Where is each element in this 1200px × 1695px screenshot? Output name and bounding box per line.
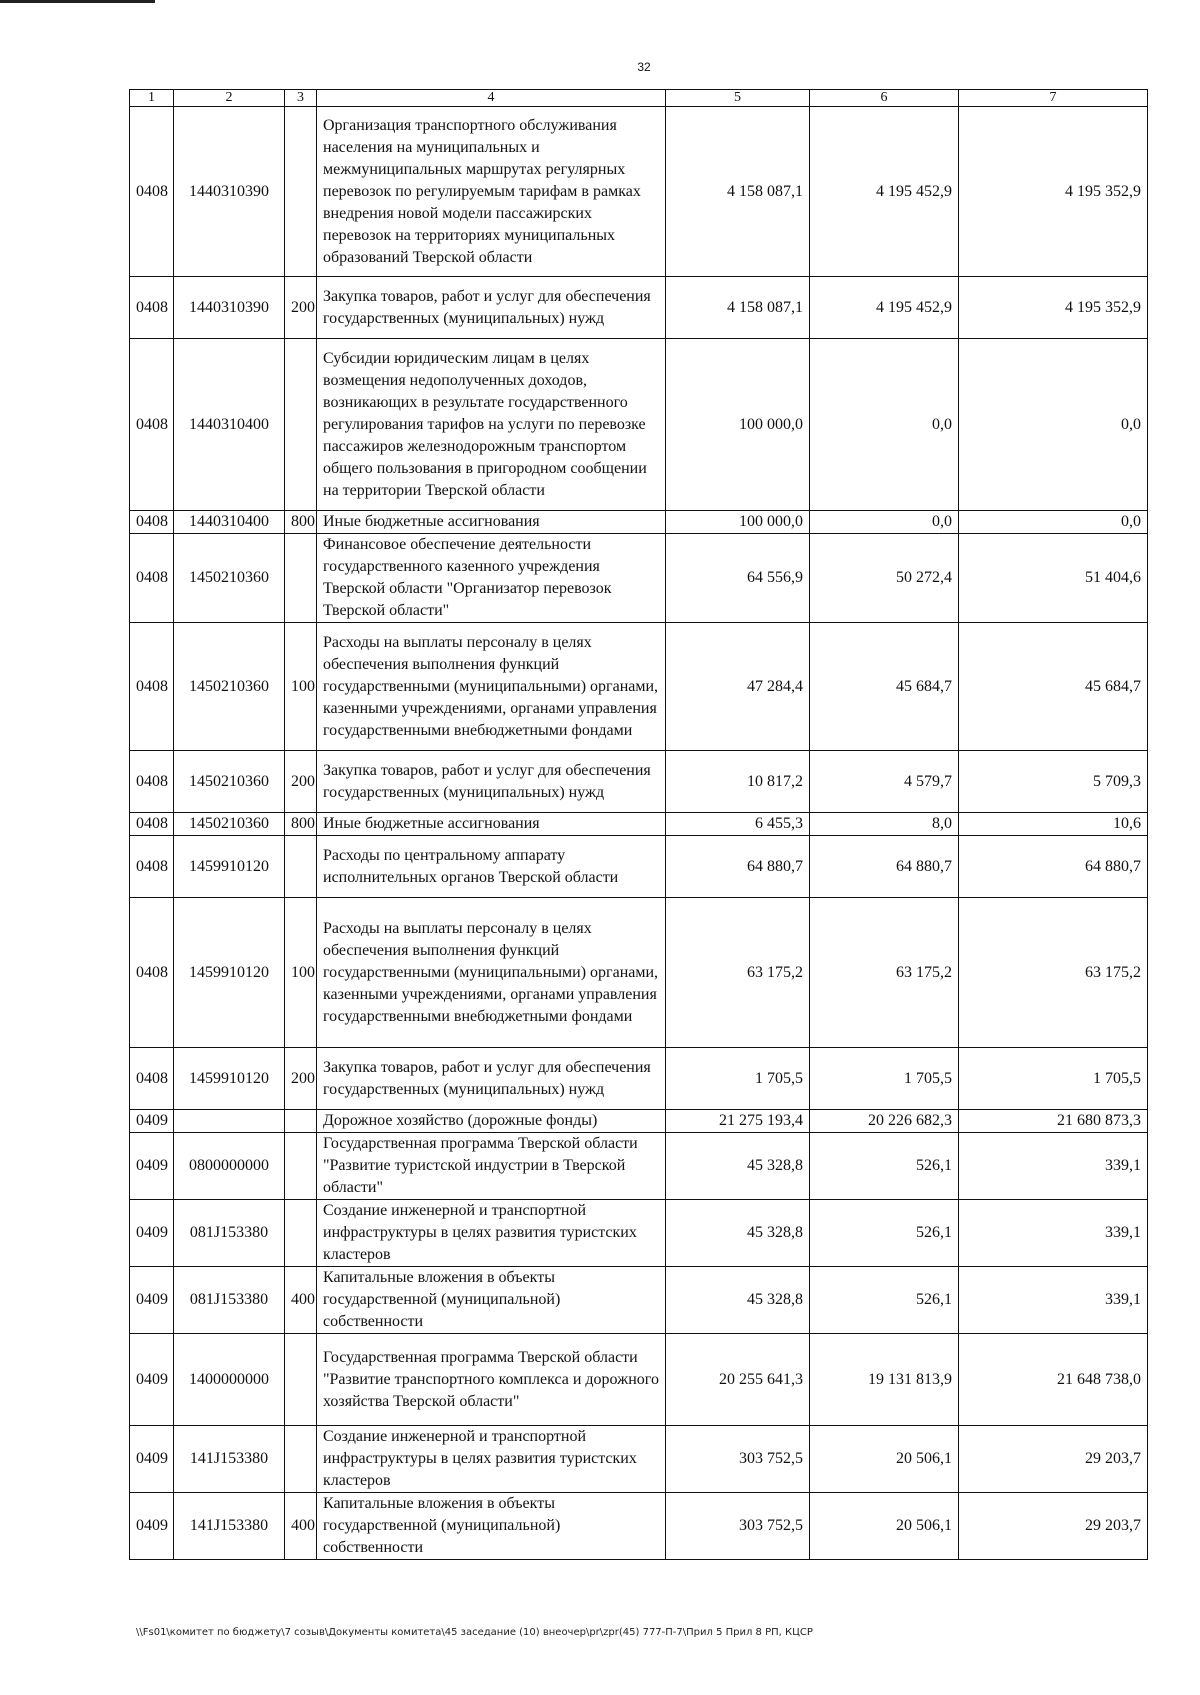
amount-year-3-cell: 4 195 352,9 [959,107,1148,277]
amount-year-3-cell: 339,1 [959,1200,1148,1267]
target-code-cell: 1459910120 [174,898,285,1048]
target-code-cell: 141J153380 [174,1426,285,1493]
section-code-cell: 0408 [130,277,174,339]
table-row [130,107,1148,277]
table-row [130,1334,1148,1426]
expense-type-cell: 200 [285,277,317,339]
description-cell: Расходы на выплаты персоналу в целях обеспечения выполнения функций государственными (муниципальными) органами, казенными учреждениями, органами управления государственными внебюджетными фондами [317,623,666,751]
section-code-cell: 0408 [130,623,174,751]
target-code-cell: 081J153380 [174,1267,285,1334]
amount-year-1-cell: 64 880,7 [666,836,810,898]
table-row [130,1493,1148,1560]
budget-table [129,89,1148,1560]
table-row [130,751,1148,813]
section-code-cell: 0408 [130,751,174,813]
expense-type-cell [285,1133,317,1200]
target-code-cell: 1459910120 [174,836,285,898]
table-row [130,1200,1148,1267]
section-code-cell: 0409 [130,1110,174,1133]
target-code-cell: 1450210360 [174,751,285,813]
section-code-cell: 0408 [130,534,174,623]
expense-type-cell [285,107,317,277]
amount-year-3-cell: 339,1 [959,1267,1148,1334]
section-code-cell: 0409 [130,1133,174,1200]
amount-year-2-cell: 63 175,2 [810,898,959,1048]
amount-year-3-cell: 21 648 738,0 [959,1334,1148,1426]
target-code-cell: 0800000000 [174,1133,285,1200]
expense-type-cell [285,1200,317,1267]
amount-year-1-cell: 45 328,8 [666,1133,810,1200]
description-cell: Закупка товаров, работ и услуг для обеспечения государственных (муниципальных) нужд [317,277,666,339]
amount-year-1-cell: 45 328,8 [666,1200,810,1267]
amount-year-3-cell: 21 680 873,3 [959,1110,1148,1133]
amount-year-2-cell: 526,1 [810,1200,959,1267]
column-header: 3 [285,90,317,107]
expense-type-cell: 800 [285,511,317,534]
expense-type-cell: 100 [285,623,317,751]
amount-year-1-cell: 303 752,5 [666,1426,810,1493]
amount-year-2-cell: 8,0 [810,813,959,836]
amount-year-1-cell: 100 000,0 [666,339,810,511]
expense-type-cell: 800 [285,813,317,836]
expense-type-cell [285,339,317,511]
amount-year-3-cell: 63 175,2 [959,898,1148,1048]
description-cell: Капитальные вложения в объекты государственной (муниципальной) собственности [317,1267,666,1334]
section-code-cell: 0409 [130,1200,174,1267]
footer-file-path: \\Fs01\комитет по бюджету\7 созыв\Документы комитета\45 заседание (10) внеочер\pr\zpr(45) 777-П-7\Прил 5 Прил 8 РП, КЦСР [136,1627,813,1638]
amount-year-1-cell: 21 275 193,4 [666,1110,810,1133]
table-row [130,1048,1148,1110]
description-cell: Дорожное хозяйство (дорожные фонды) [317,1110,666,1133]
amount-year-2-cell: 1 705,5 [810,1048,959,1110]
description-cell: Расходы на выплаты персоналу в целях обеспечения выполнения функций государственными (муниципальными) органами, казенными учреждениями, органами управления государственными внебюджетными фондами [317,898,666,1048]
description-cell: Государственная программа Тверской области "Развитие туристской индустрии в Тверской области" [317,1133,666,1200]
table-header-row [130,90,1148,107]
amount-year-1-cell: 1 705,5 [666,1048,810,1110]
expense-type-cell [285,836,317,898]
table-row [130,511,1148,534]
column-header: 5 [666,90,810,107]
amount-year-2-cell: 20 506,1 [810,1493,959,1560]
target-code-cell: 1450210360 [174,813,285,836]
section-code-cell: 0408 [130,1048,174,1110]
amount-year-2-cell: 50 272,4 [810,534,959,623]
expense-type-cell: 100 [285,898,317,1048]
target-code-cell: 1400000000 [174,1334,285,1426]
amount-year-1-cell: 45 328,8 [666,1267,810,1334]
table-row [130,339,1148,511]
table-row [130,534,1148,623]
target-code-cell [174,1110,285,1133]
table-row [130,1110,1148,1133]
description-cell: Организация транспортного обслуживания населения на муниципальных и межмуниципальных маршрутах регулярных перевозок по регулируемым тарифам в рамках внедрения новой модели пассажирских перевозок на территориях муниципальных образований Тверской области [317,107,666,277]
expense-type-cell: 200 [285,1048,317,1110]
table-row [130,1133,1148,1200]
section-code-cell: 0408 [130,107,174,277]
amount-year-1-cell: 10 817,2 [666,751,810,813]
amount-year-3-cell: 0,0 [959,511,1148,534]
amount-year-2-cell: 64 880,7 [810,836,959,898]
target-code-cell: 1440310400 [174,339,285,511]
description-cell: Создание инженерной и транспортной инфраструктуры в целях развития туристских кластеров [317,1200,666,1267]
amount-year-1-cell: 100 000,0 [666,511,810,534]
amount-year-3-cell: 5 709,3 [959,751,1148,813]
page-number: 32 [637,60,651,74]
section-code-cell: 0409 [130,1493,174,1560]
target-code-cell: 1440310400 [174,511,285,534]
amount-year-3-cell: 1 705,5 [959,1048,1148,1110]
amount-year-1-cell: 20 255 641,3 [666,1334,810,1426]
expense-type-cell [285,1426,317,1493]
amount-year-3-cell: 64 880,7 [959,836,1148,898]
amount-year-2-cell: 0,0 [810,339,959,511]
scan-edge-line [0,0,155,3]
amount-year-3-cell: 29 203,7 [959,1426,1148,1493]
column-header: 4 [317,90,666,107]
target-code-cell: 1440310390 [174,107,285,277]
target-code-cell: 1440310390 [174,277,285,339]
amount-year-3-cell: 45 684,7 [959,623,1148,751]
column-header: 7 [959,90,1148,107]
amount-year-2-cell: 4 579,7 [810,751,959,813]
amount-year-1-cell: 63 175,2 [666,898,810,1048]
description-cell: Финансовое обеспечение деятельности государственного казенного учреждения Тверской области "Организатор перевозок Тверской области" [317,534,666,623]
table-row [130,813,1148,836]
target-code-cell: 1450210360 [174,623,285,751]
description-cell: Капитальные вложения в объекты государственной (муниципальной) собственности [317,1493,666,1560]
amount-year-1-cell: 4 158 087,1 [666,277,810,339]
expense-type-cell [285,1334,317,1426]
section-code-cell: 0409 [130,1426,174,1493]
target-code-cell: 1459910120 [174,1048,285,1110]
section-code-cell: 0408 [130,836,174,898]
column-header: 1 [130,90,174,107]
amount-year-3-cell: 51 404,6 [959,534,1148,623]
description-cell: Иные бюджетные ассигнования [317,511,666,534]
table-row [130,1426,1148,1493]
section-code-cell: 0408 [130,898,174,1048]
column-header: 6 [810,90,959,107]
amount-year-3-cell: 0,0 [959,339,1148,511]
expense-type-cell: 400 [285,1267,317,1334]
amount-year-2-cell: 20 226 682,3 [810,1110,959,1133]
amount-year-2-cell: 45 684,7 [810,623,959,751]
description-cell: Иные бюджетные ассигнования [317,813,666,836]
amount-year-2-cell: 4 195 452,9 [810,277,959,339]
target-code-cell: 141J153380 [174,1493,285,1560]
amount-year-2-cell: 20 506,1 [810,1426,959,1493]
section-code-cell: 0408 [130,813,174,836]
amount-year-2-cell: 19 131 813,9 [810,1334,959,1426]
table-row [130,623,1148,751]
amount-year-2-cell: 526,1 [810,1267,959,1334]
amount-year-1-cell: 6 455,3 [666,813,810,836]
amount-year-1-cell: 303 752,5 [666,1493,810,1560]
table-row [130,277,1148,339]
section-code-cell: 0408 [130,511,174,534]
amount-year-1-cell: 47 284,4 [666,623,810,751]
expense-type-cell: 400 [285,1493,317,1560]
amount-year-1-cell: 4 158 087,1 [666,107,810,277]
section-code-cell: 0409 [130,1267,174,1334]
table-row [130,836,1148,898]
column-header: 2 [174,90,285,107]
amount-year-2-cell: 526,1 [810,1133,959,1200]
description-cell: Государственная программа Тверской области "Развитие транспортного комплекса и дорожного хозяйства Тверской области" [317,1334,666,1426]
description-cell: Создание инженерной и транспортной инфраструктуры в целях развития туристских кластеров [317,1426,666,1493]
expense-type-cell: 200 [285,751,317,813]
description-cell: Субсидии юридическим лицам в целях возмещения недополученных доходов, возникающих в результате государственного регулирования тарифов на услуги по перевозке пассажиров железнодорожным транспортом общего пользования в пригородном сообщении на территории Тверской области [317,339,666,511]
amount-year-2-cell: 4 195 452,9 [810,107,959,277]
description-cell: Закупка товаров, работ и услуг для обеспечения государственных (муниципальных) нужд [317,751,666,813]
expense-type-cell [285,1110,317,1133]
section-code-cell: 0409 [130,1334,174,1426]
amount-year-1-cell: 64 556,9 [666,534,810,623]
section-code-cell: 0408 [130,339,174,511]
target-code-cell: 1450210360 [174,534,285,623]
amount-year-3-cell: 29 203,7 [959,1493,1148,1560]
table-row [130,898,1148,1048]
expense-type-cell [285,534,317,623]
description-cell: Закупка товаров, работ и услуг для обеспечения государственных (муниципальных) нужд [317,1048,666,1110]
table-row [130,1267,1148,1334]
amount-year-3-cell: 10,6 [959,813,1148,836]
amount-year-3-cell: 339,1 [959,1133,1148,1200]
target-code-cell: 081J153380 [174,1200,285,1267]
amount-year-3-cell: 4 195 352,9 [959,277,1148,339]
description-cell: Расходы по центральному аппарату исполнительных органов Тверской области [317,836,666,898]
amount-year-2-cell: 0,0 [810,511,959,534]
